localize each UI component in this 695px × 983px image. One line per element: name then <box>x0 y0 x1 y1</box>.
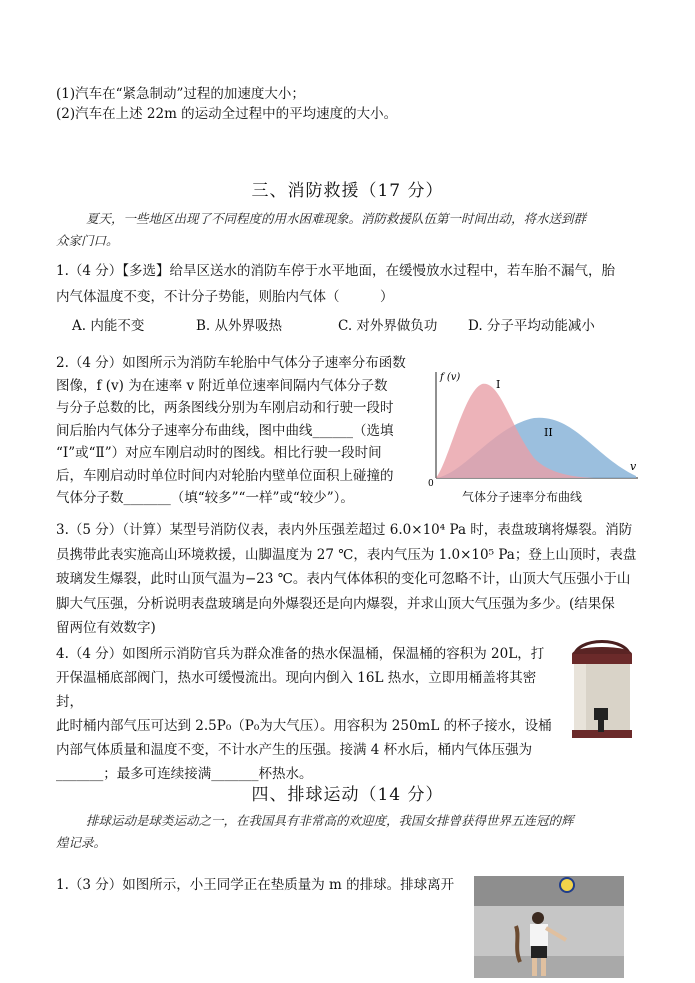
chart-svg <box>424 366 644 486</box>
chart-caption: 气体分子速率分布曲线 <box>462 490 583 504</box>
question-text: 3.（5 分）（计算）某型号消防仪表，表内外压强差超过 6.0×10⁴ Pa 时，表盘玻璃将爆裂。消防 <box>56 522 633 538</box>
intro-line: 众家门口。 <box>56 233 119 248</box>
option-a: A. 内能不变 <box>72 318 145 334</box>
section-title: 三、消防救援（17 分） <box>251 181 444 201</box>
question-text: 员携带此表实施高山环境救援，山脚温度为 27 ℃，表内气压为 1.0×10⁵ Pa；登上山顶时，表盘 <box>56 546 637 563</box>
option-c: C. 对外界做负功 <box>338 318 438 334</box>
question-part-2: (2)汽车在上述 22m 的运动全过程中的平均速度的大小。 <box>56 106 398 122</box>
volleyball-photo <box>474 876 624 978</box>
option-b: B. 从外界吸热 <box>196 318 283 334</box>
x-axis-label: v <box>630 460 637 473</box>
question-text: 后，车刚启动时单位时间内对轮胎内壁单位面积上碰撞的 <box>56 467 394 484</box>
curve-ii-label: II <box>544 426 553 439</box>
question-4 <box>56 642 556 786</box>
intro-line: 夏天，一些地区出现了不同程度的用水困难现象。消防救援队伍第一时间出动，将水送到群 <box>86 211 587 226</box>
question-text: 玻璃发生爆裂，此时山顶气温为−23 ℃。表内气体体积的变化可忽略不计，山顶大气压强小于山 <box>56 571 631 587</box>
intro-line: 排球运动是球类运动之一，在我国具有非常高的欢迎度，我国女排曾获得世界五连冠的辉 <box>86 813 574 828</box>
curve-i-label: I <box>496 378 501 391</box>
question-text: 此时桶内部气压可达到 2.5P₀（P₀为大气压）。用容积为 250mL 的杯子接水，设桶 <box>56 718 552 734</box>
section-title: 四、排球运动（14 分） <box>251 785 444 805</box>
speed-distribution-chart <box>424 366 644 506</box>
question-text: 脚大气压强，分析说明表盘玻璃是向外爆裂还是向内爆裂，并求山顶大气压强为多少。(结果保 <box>56 595 615 612</box>
question-text: 2.（4 分）如图所示为消防车轮胎中气体分子速率分布函数 <box>56 355 406 371</box>
question-text: 与分子总数的比，两条图线分别为车刚启动和行驶一段时 <box>56 400 394 416</box>
question-text: 4.（4 分）如图所示消防官兵为群众准备的热水保温桶，保温桶的容积为 20L，打 <box>56 646 545 662</box>
question-text: 间后胎内气体分子速率分布曲线，图中曲线______（选填 <box>56 422 394 439</box>
question-text: 内部气体质量和温度不变，不计水产生的压强。接满 4 杯水后，桶内气体压强为 <box>56 742 533 758</box>
question-text: 开保温桶底部阀门，热水可缓慢流出。现向内倒入 16L 热水，立即用桶盖将其密封， <box>56 670 537 710</box>
question-text: 1.（4 分）【多选】给旱区送水的消防车停于水平地面，在缓慢放水过程中，若车胎不漏气，胎 <box>56 263 616 279</box>
question-part-1: (1)汽车在“紧急制动”过程的加速度大小； <box>56 86 305 102</box>
intro-line: 煌记录。 <box>56 835 107 850</box>
question-text: 留两位有效数字) <box>56 620 156 636</box>
y-axis-label: f (v) <box>440 372 461 383</box>
volleyball-question-1 <box>56 872 466 898</box>
question-2 <box>56 352 426 510</box>
question-text: 1.（3 分）如图所示，小王同学正在垫质量为 m 的排球。排球离开 <box>56 877 455 893</box>
section-intro <box>56 810 641 854</box>
question-3 <box>56 518 656 641</box>
question-text: 图像，f (v) 为在速率 v 附近单位速率间隔内气体分子数 <box>56 377 388 394</box>
option-d: D. 分子平均动能减小 <box>468 318 595 334</box>
question-1 <box>56 258 656 310</box>
question-text: 内气体温度不变，不计分子势能，则胎内气体（ ） <box>56 289 394 305</box>
origin-label: 0 <box>428 479 434 486</box>
insulated-bucket-image <box>562 632 642 744</box>
section-intro <box>56 208 641 252</box>
question-text: “Ⅰ”或“Ⅱ”）对应车刚启动时的图线。相比行驶一段时间 <box>56 445 382 461</box>
question-text: 气体分子数_______（填“较多”“一样”或“较少”）。 <box>56 490 354 506</box>
question-text: _______；最多可连续接满_______杯热水。 <box>56 766 313 782</box>
